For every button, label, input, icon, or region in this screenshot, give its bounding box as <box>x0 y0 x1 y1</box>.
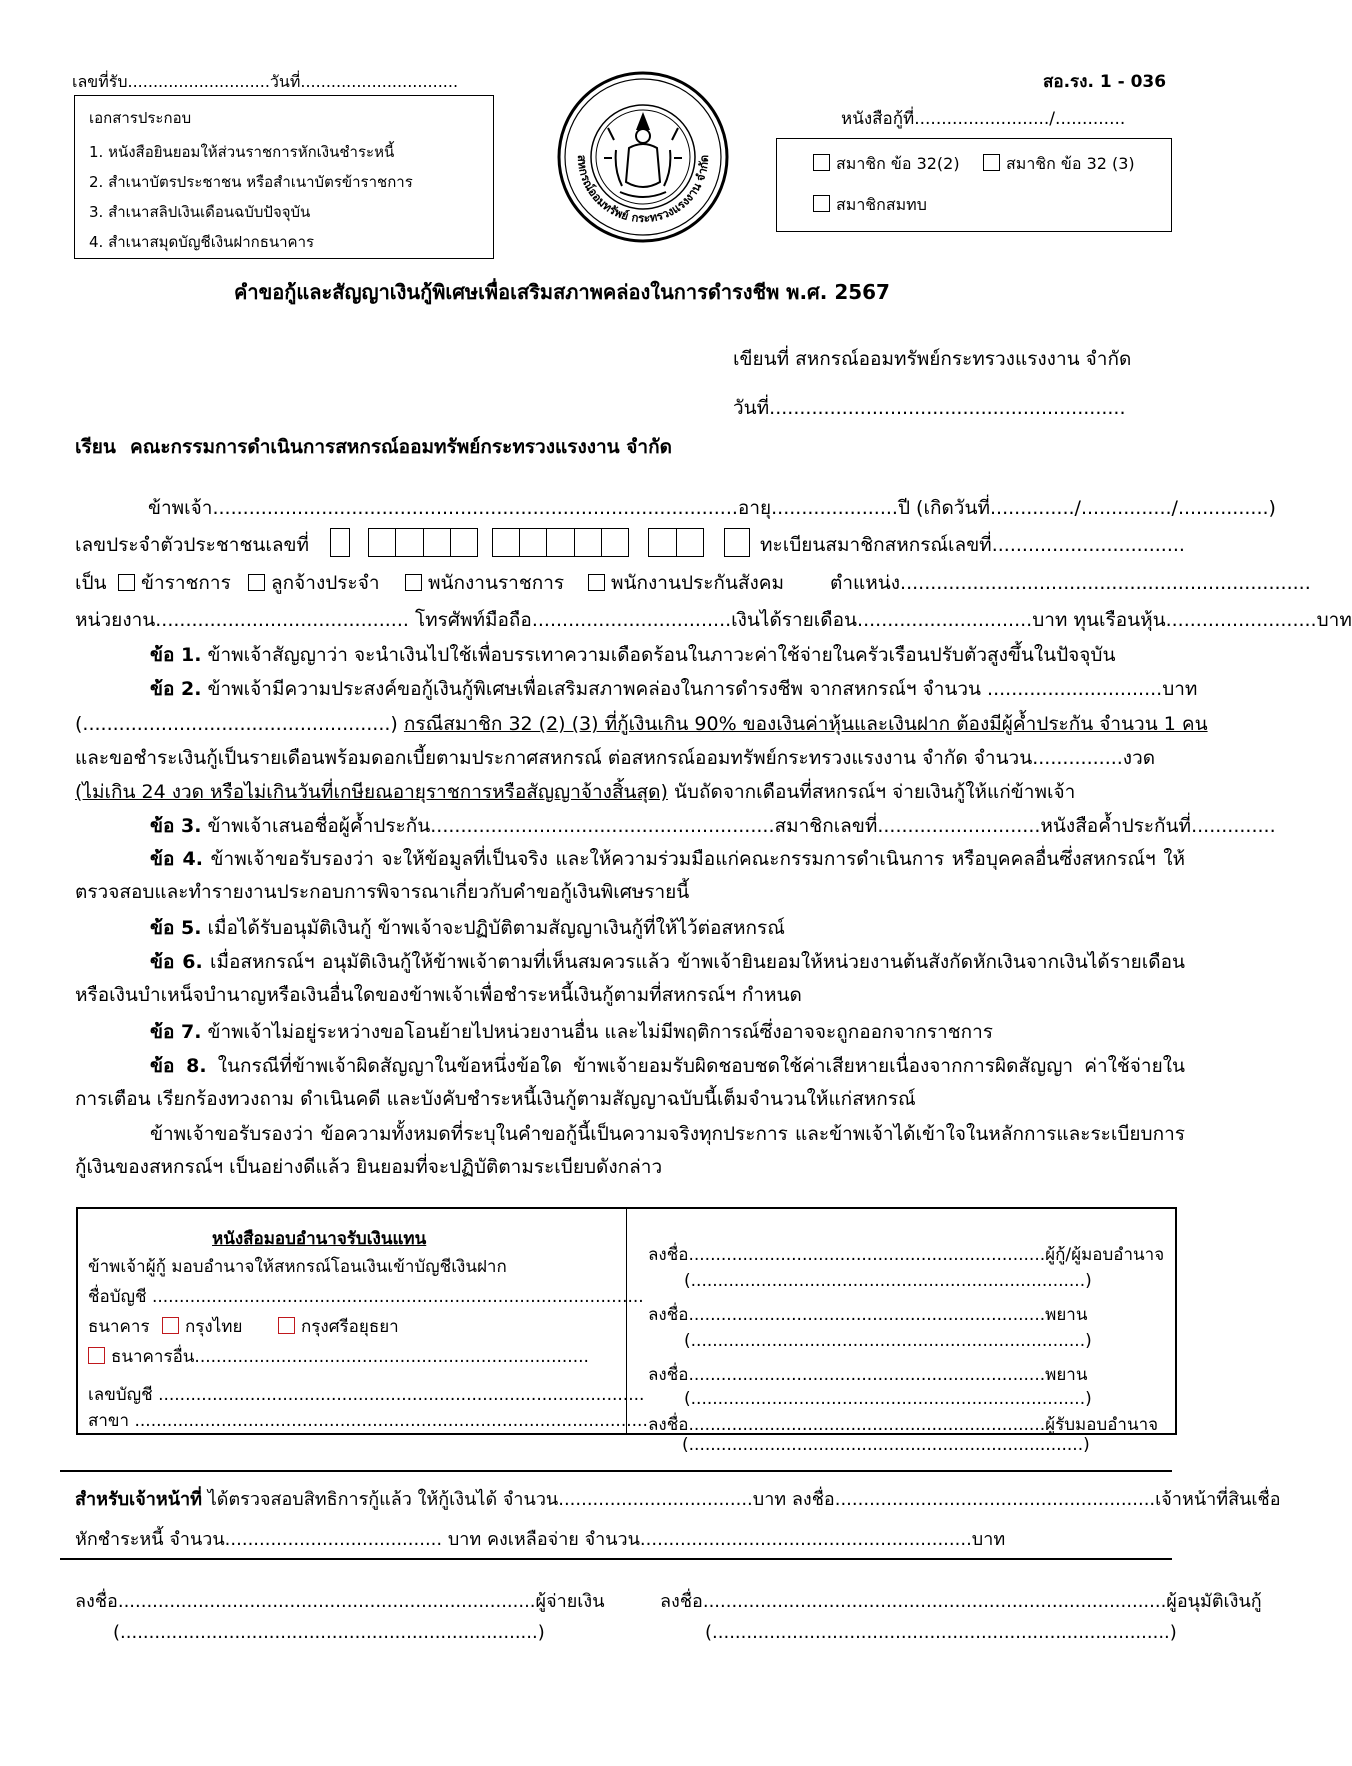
clause-text: เมื่อได้รับอนุมัติเงินกู้ ข้าพเจ้าจะปฏิบัติตามสัญญาเงินกู้ที่ให้ไว้ต่อสหกรณ์ <box>207 917 785 939</box>
member-32-2-label: สมาชิก ข้อ 32(2) <box>836 154 960 173</box>
checkbox[interactable] <box>983 154 1000 171</box>
checkbox[interactable] <box>813 195 830 212</box>
clause-1 <box>150 640 1115 670</box>
id-digit-group[interactable] <box>724 528 750 557</box>
guarantor-line[interactable]: ข้าพเจ้าเสนอชื่อผู้ค้ำประกัน.........................................................สมาชิกเลขที่...........................หนังสือค้ำประกันที่.............. <box>207 815 1276 837</box>
id-digit-group[interactable] <box>368 528 478 557</box>
clause-text: ข้าพเจ้าไม่อยู่ระหว่างขอโอนย้ายไปหน่วยงานอื่น และไม่มีพฤติการณ์ซึ่งอาจจะถูกออกจากราชการ <box>207 1021 993 1043</box>
associate-member-label: สมาชิกสมทบ <box>836 195 927 214</box>
witness-2-name-paren[interactable]: (.........................................................................) <box>684 1389 1092 1409</box>
member-32-3-label: สมาชิก ข้อ 32 (3) <box>1006 154 1135 173</box>
role-label: ผู้รับมอบอำนาจ <box>1045 1415 1159 1435</box>
account-name-field[interactable]: ชื่อบัญชี ........................................................................................... <box>88 1287 644 1307</box>
witness-2-signature[interactable] <box>648 1361 1087 1388</box>
status-option-label: ลูกจ้างประจำ <box>271 572 380 594</box>
checkbox[interactable] <box>278 1317 295 1334</box>
other-bank-field[interactable]: ธนาคารอื่น......................................................................... <box>111 1347 589 1367</box>
officer-approval-line[interactable] <box>75 1484 1281 1513</box>
clause-number: ข้อ 2. <box>150 678 202 700</box>
agency-phone-income-line[interactable]: หน่วยงาน.......................................... โทรศัพท์มือถือ.................................เงินได้รายเดือน.............................บาท ทุนเรือนหุ้น.........................บาท <box>75 609 1352 631</box>
form-code: สอ.รง. 1 - 036 <box>1043 72 1167 92</box>
member-32-3-option[interactable] <box>983 152 1135 177</box>
id-label: เลขประจำตัวประชาชนเลขที่ <box>75 534 309 556</box>
clause-2-installments[interactable]: และขอชำระเงินกู้เป็นรายเดือนพร้อมดอกเบี้ยตามประกาศสหกรณ์ ต่อสหกรณ์ออมทรัพย์กระทรวงแรงงาน จำกัด จำนวน...............งวด <box>75 747 1156 769</box>
amount-words-field[interactable]: (...................................................) <box>75 713 398 735</box>
bank-option-label: กรุงไทย <box>185 1317 243 1337</box>
position-line[interactable]: ตำแหน่ง.................................................................... <box>830 572 1311 594</box>
applicant-name-line[interactable]: ข้าพเจ้า.......................................................................................อายุ.....................ปี (เกิดวันที่............../.............../...............) <box>148 497 1276 519</box>
approver-signature[interactable]: ลงชื่อ.................................................................................ผู้อนุมัติเงินกู้ <box>660 1591 1262 1612</box>
guarantor-condition: กรณีสมาชิก 32 (2) (3) ที่กู้เงินเกิน 90% ของเงินค่าหุ้นและเงินฝาก ต้องมีผู้ค้ำประกัน จำนวน 1 คน <box>403 713 1208 735</box>
checkbox[interactable] <box>162 1317 179 1334</box>
sign-label: ลงชื่อ <box>648 1305 689 1325</box>
clause-8 <box>75 1050 1185 1116</box>
written-at: เขียนที่ สหกรณ์ออมทรัพย์กระทรวงแรงงาน จำกัด <box>733 348 1132 370</box>
documents-title: เอกสารประกอบ <box>89 109 192 127</box>
checkbox[interactable] <box>88 1347 105 1364</box>
certification: ข้าพเจ้าขอรับรองว่า ข้อความทั้งหมดที่ระบุในคำขอกู้นี้เป็นความจริงทุกประการ และข้าพเจ้าได้เข้าใจในหลักการและระเบียบการกู้เงินของสหกรณ์ฯ เป็นอย่างดีแล้ว ยินยอมที่จะปฏิบัติตามระเบียบดังกล่าว <box>75 1123 1185 1178</box>
bank-option-label: กรุงศรีอยุธยา <box>301 1317 399 1337</box>
borrower-name-paren[interactable]: (.........................................................................) <box>684 1271 1092 1291</box>
bank-option-ktb[interactable] <box>162 1313 242 1340</box>
id-digit-group[interactable] <box>648 528 704 557</box>
documents-box <box>74 95 494 259</box>
bank-option-other[interactable] <box>88 1343 589 1370</box>
clause-7 <box>150 1017 993 1047</box>
sign-label: ลงชื่อ <box>648 1415 689 1435</box>
svg-text:สหกรณ์ออมทรัพย์ กระทรวงแรงงาน <box>575 155 711 226</box>
clause-2 <box>150 674 1197 704</box>
clause-text: เมื่อสหกรณ์ฯ อนุมัติเงินกู้ให้ข้าพเจ้าตามที่เห็นสมควรแล้ว ข้าพเจ้ายินยอมให้หน่วยงานต้นสังกัดหักเงินจากเงินได้รายเดือนหรือเงินบำเหน็จบำนาญหรือเงินอื่นใดของข้าพเจ้าเพื่อชำระหนี้เงินกู้ตามที่สหกรณ์ฯ กำหนด <box>75 951 1186 1006</box>
cooperative-seal-logo <box>556 70 730 244</box>
salutation-text: คณะกรรมการดำเนินการสหกรณ์ออมทรัพย์กระทรวงแรงงาน จำกัด <box>130 436 672 458</box>
status-option-label: พนักงานประกันสังคม <box>611 572 785 594</box>
member-type-box <box>776 138 1172 232</box>
clause-3 <box>150 811 1276 841</box>
document-item: 4. สำเนาสมุดบัญชีเงินฝากธนาคาร <box>89 233 315 251</box>
clause-5 <box>150 913 785 943</box>
status-permanent-employee[interactable] <box>248 568 380 598</box>
section-divider <box>60 1558 1172 1560</box>
officer-label: สำหรับเจ้าหน้าที่ <box>75 1489 203 1510</box>
id-digit-group[interactable] <box>492 528 629 557</box>
status-option-label: พนักงานราชการ <box>428 572 565 594</box>
officer-text: ได้ตรวจสอบสิทธิการกู้แล้ว ให้กู้เงินได้ จำนวน..................................บาท ลงชื่อ........................................................เจ้าหน้าที่สินเชื่อ <box>207 1489 1281 1510</box>
clause-text: ข้าพเจ้าขอรับรองว่า จะให้ข้อมูลที่เป็นจริง และให้ความร่วมมือแก่คณะกรรมการดำเนินการ หรือบุคคลอื่นซึ่งสหกรณ์ฯ ให้ตรวจสอบและทำรายงานประกอบการพิจารณาเกี่ยวกับคำขอกู้เงินพิเศษรายนี้ <box>75 848 1186 903</box>
witness-1-signature[interactable] <box>648 1301 1087 1328</box>
checkbox[interactable] <box>588 574 605 591</box>
member-32-2-option[interactable] <box>813 152 960 177</box>
bank-label: ธนาคาร <box>88 1317 150 1337</box>
branch-field[interactable]: สาขา ............................................................................................... <box>88 1411 648 1431</box>
salutation-label: เรียน <box>75 436 116 458</box>
clause-text: นับถัดจากเดือนที่สหกรณ์ฯ จ่ายเงินกู้ให้แก่ข้าพเจ้า <box>673 781 1076 803</box>
sign-dots: .................................................................. <box>688 1365 1046 1385</box>
page-title: คำขอกู้และสัญญาเงินกู้พิเศษเพื่อเสริมสภาพคล่องในการดำรงชีพ พ.ศ. 2567 <box>234 280 890 304</box>
status-government-employee[interactable] <box>405 568 564 598</box>
borrower-signature[interactable] <box>648 1241 1164 1268</box>
status-label: เป็น <box>75 572 107 594</box>
sign-dots: .................................................................. <box>688 1415 1046 1435</box>
id-digit-group[interactable] <box>330 528 350 557</box>
status-social-security-employee[interactable] <box>588 568 784 598</box>
clause-4 <box>75 843 1185 909</box>
receiver-name-paren[interactable]: (.........................................................................) <box>682 1435 1090 1455</box>
clause-number: ข้อ 3. <box>150 815 202 837</box>
document-item: 1. หนังสือยินยอมให้ส่วนราชการหักเงินชำระหนี้ <box>89 143 395 161</box>
term-limit: (ไม่เกิน 24 งวด หรือไม่เกินวันที่เกษียณอายุราชการหรือสัญญาจ้างสิ้นสุด) <box>75 781 668 803</box>
associate-member-option[interactable] <box>813 193 927 218</box>
clause-number: ข้อ 6. <box>150 951 203 973</box>
bank-option-bay[interactable] <box>278 1313 399 1340</box>
checkbox[interactable] <box>813 154 830 171</box>
account-number-field[interactable]: เลขบัญชี .......................................................................................... <box>88 1385 645 1405</box>
date-line[interactable]: วันที่........................................................... <box>733 397 1126 419</box>
checkbox[interactable] <box>405 574 422 591</box>
receiver-signature[interactable] <box>648 1411 1158 1438</box>
clause-number: ข้อ 1. <box>150 644 202 666</box>
sign-label: ลงชื่อ <box>648 1365 689 1385</box>
sign-label: ลงชื่อ <box>648 1245 689 1265</box>
loan-doc-number[interactable]: หนังสือกู้ที่........................./............. <box>841 109 1126 129</box>
seal-text: สหกรณ์ออมทรัพย์ กระทรวงแรงงาน จำกัด <box>574 154 712 226</box>
sign-dots: .................................................................. <box>688 1245 1046 1265</box>
clause-2-amount-words <box>75 709 1208 739</box>
clause-number: ข้อ 4. <box>150 848 203 870</box>
checkbox[interactable] <box>118 574 135 591</box>
sign-dots: .................................................................. <box>688 1305 1046 1325</box>
payer-name-paren[interactable]: (.........................................................................) <box>113 1622 545 1643</box>
clause-text: ในกรณีที่ข้าพเจ้าผิดสัญญาในข้อหนึ่งข้อใด ข้าพเจ้ายอมรับผิดชอบชดใช้ค่าเสียหายเนื่องจากการผิดสัญญา ค่าใช้จ่ายในการเตือน เรียกร้องทวงถาม ดำเนินคดี และบังคับชำระหนี้เงินกู้ตามสัญญาฉบับนี้เต็มจำนวนให้แก่สหกรณ์ <box>75 1055 1185 1110</box>
document-item: 2. สำเนาบัตรประชาชน หรือสำเนาบัตรข้าราชการ <box>89 173 413 191</box>
document-item: 3. สำเนาสลิปเงินเดือนฉบับปัจจุบัน <box>89 203 311 221</box>
receipt-number-line[interactable]: เลขที่รับ............................วันที่............................... <box>72 72 459 91</box>
power-of-attorney-box <box>76 1207 1177 1435</box>
clause-text[interactable]: ข้าพเจ้ามีความประสงค์ขอกู้เงินกู้พิเศษเพื่อเสริมสภาพคล่องในการดำรงชีพ จากสหกรณ์ฯ จำนวน .............................บาท <box>207 678 1198 700</box>
clause-number: ข้อ 5. <box>150 917 202 939</box>
witness-1-name-paren[interactable]: (.........................................................................) <box>684 1331 1092 1351</box>
poa-authorization: ข้าพเจ้าผู้กู้ มอบอำนาจให้สหกรณ์โอนเงินเข้าบัญชีเงินฝาก <box>88 1257 507 1277</box>
section-divider <box>60 1470 1172 1472</box>
clause-2-term <box>75 777 1075 807</box>
poa-title: หนังสือมอบอำนาจรับเงินแทน <box>212 1229 427 1249</box>
role-label: พยาน <box>1045 1365 1088 1385</box>
clause-text: ข้าพเจ้าสัญญาว่า จะนำเงินไปใช้เพื่อบรรเทาความเดือดร้อนในภาวะค่าใช้จ่ายในครัวเรือนปรับตัวสูงขึ้นในปัจจุบัน <box>207 644 1116 666</box>
status-civil-servant[interactable] <box>118 568 231 598</box>
role-label: พยาน <box>1045 1305 1088 1325</box>
approver-name-paren[interactable]: (................................................................................) <box>705 1622 1177 1643</box>
deduction-line[interactable]: หักชำระหนี้ จำนวน...................................... บาท คงเหลือจ่าย จำนวน..........................................................บาท <box>75 1529 1006 1550</box>
payer-signature[interactable]: ลงชื่อ.........................................................................ผู้จ่ายเงิน <box>75 1591 605 1612</box>
clause-number: ข้อ 8. <box>150 1055 207 1077</box>
status-option-label: ข้าราชการ <box>141 572 231 594</box>
member-number-line[interactable]: ทะเบียนสมาชิกสหกรณ์เลขที่................................ <box>760 534 1185 556</box>
checkbox[interactable] <box>248 574 265 591</box>
clause-number: ข้อ 7. <box>150 1021 202 1043</box>
clause-6 <box>75 946 1185 1012</box>
role-label: ผู้กู้/ผู้มอบอำนาจ <box>1045 1245 1165 1265</box>
